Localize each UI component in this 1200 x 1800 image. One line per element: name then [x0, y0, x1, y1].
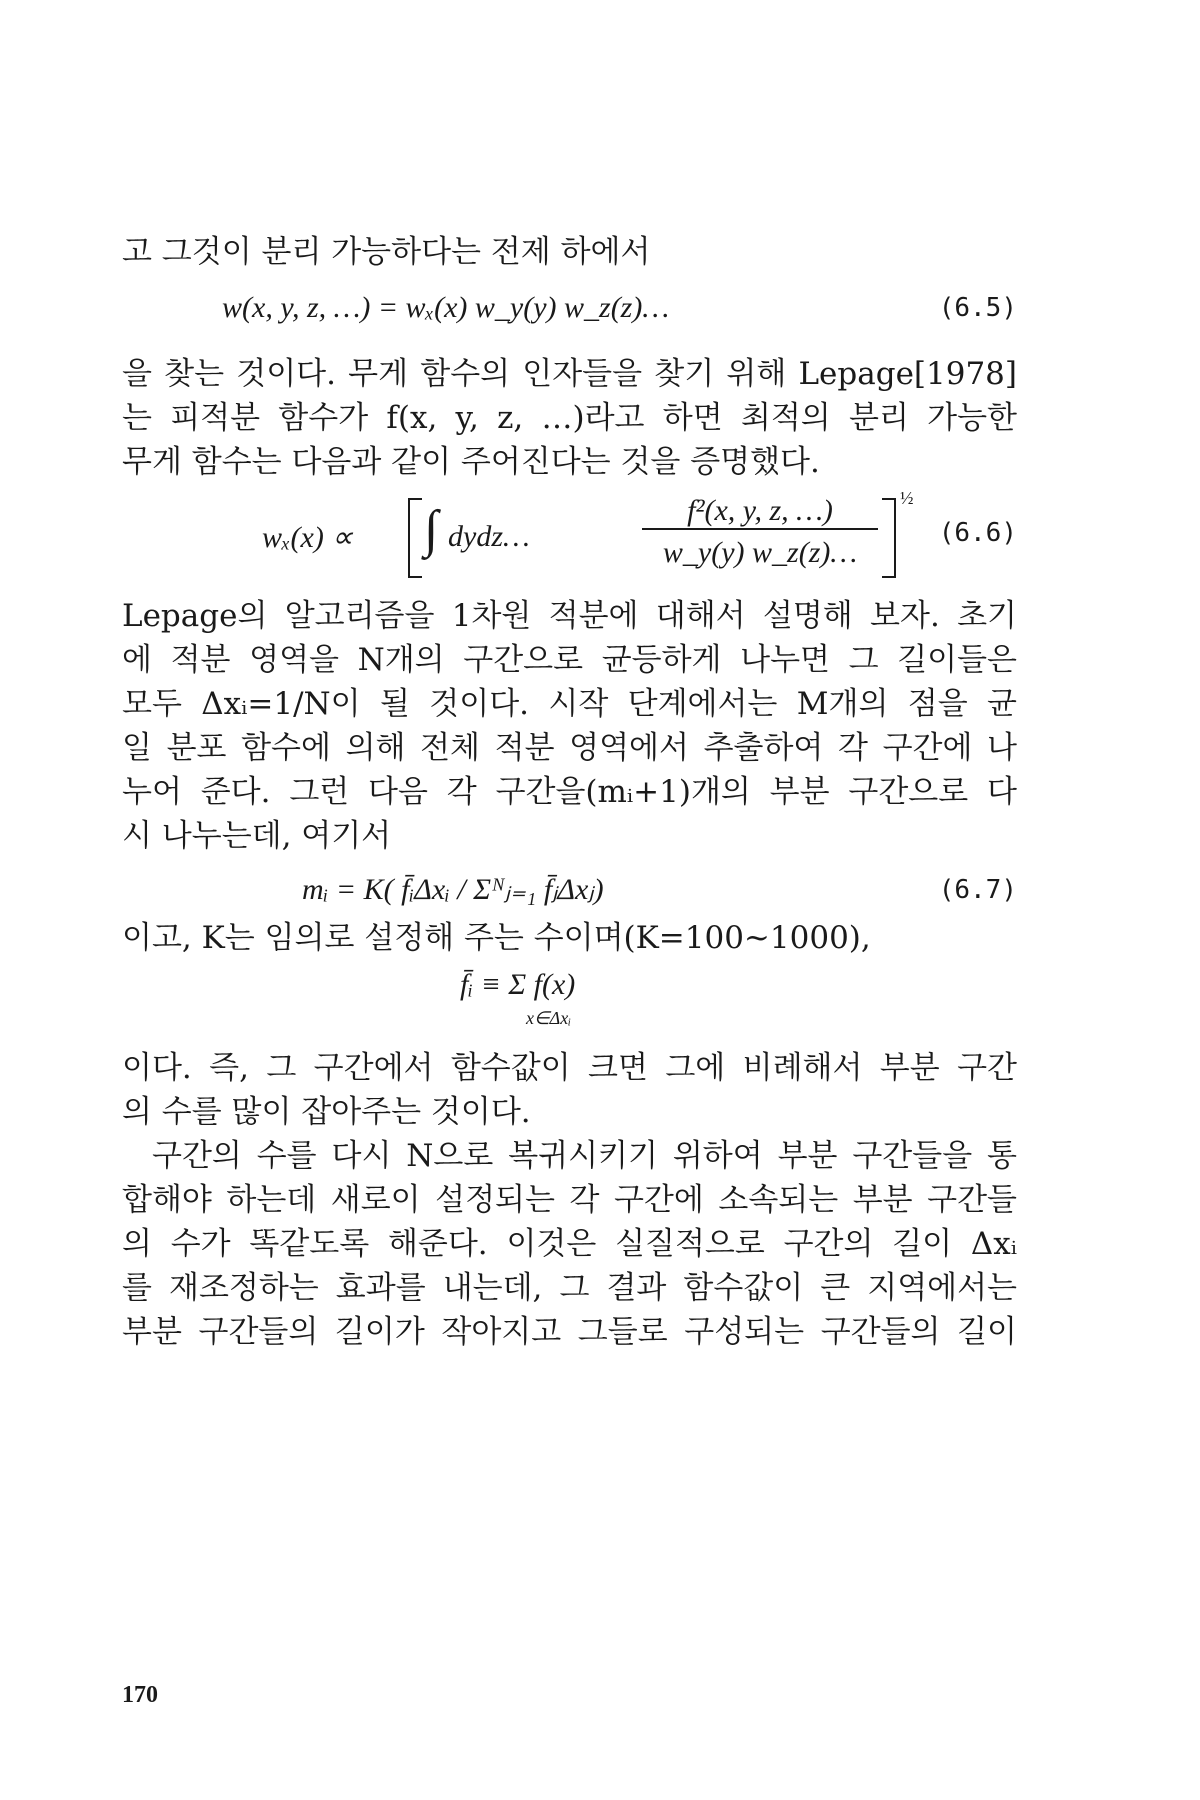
text-line: 구간의 수를 다시 N으로 복귀시키기 위하여 부분 구간들을 통 — [152, 1138, 1017, 1174]
equation-body: f̄ᵢ ≡ Σ f(x) — [460, 968, 576, 1001]
right-bracket — [882, 498, 896, 578]
text-line: 의 수를 많이 잡아주는 것이다. — [122, 1094, 531, 1130]
equation-body: w(x, y, z, …) = wₓ(x) w_y(y) w_z(z)… — [222, 291, 670, 324]
equation-number: (6.7) — [938, 875, 1017, 905]
text-line: 에 적분 영역을 N개의 구간으로 균등하게 나누면 그 길이들은 — [122, 642, 1017, 678]
text-line: 모두 Δxᵢ=1/N이 될 것이다. 시작 단계에서는 M개의 점을 균 — [122, 686, 1017, 722]
equation-body: mᵢ = K( f̄ᵢΔxᵢ / Σᴺⱼ₌₁ f̄ⱼΔxⱼ) — [302, 873, 604, 906]
text-line: 합해야 하는데 새로이 설정되는 각 구간에 소속되는 부분 구간들 — [122, 1182, 1017, 1218]
text-line: 을 찾는 것이다. 무게 함수의 인자들을 찾기 위해 Lepage[1978] — [122, 356, 1017, 392]
equation-6-5 — [122, 286, 1017, 330]
integrand-differentials: dydz… — [448, 520, 530, 553]
fraction-numerator: f²(x, y, z, …) — [642, 494, 878, 530]
equation-lhs: wₓ(x) ∝ — [262, 521, 353, 554]
text-line: 이고, K는 임의로 설정해 주는 수이며(K=100~1000), — [122, 920, 871, 956]
exponent: ½ — [900, 488, 914, 508]
equation-number: (6.5) — [938, 293, 1017, 323]
text-line: 일 분포 함수에 의해 전체 적분 영역에서 추출하여 각 구간에 나 — [122, 730, 1017, 766]
fraction-denominator: w_y(y) w_z(z)… — [662, 536, 858, 569]
text-line: 시 나누는데, 여기서 — [122, 818, 392, 854]
equation-6-6 — [122, 488, 1017, 582]
text-line: 고 그것이 분리 가능하다는 전제 하에서 — [122, 234, 651, 270]
page-number: 170 — [122, 1682, 158, 1708]
equation-number: (6.6) — [938, 518, 1017, 548]
text-line: 누어 준다. 그런 다음 각 구간을(mᵢ+1)개의 부분 구간으로 다 — [122, 774, 1017, 810]
summation-index: x∈Δxᵢ — [526, 1008, 572, 1028]
text-line: 를 재조정하는 효과를 내는데, 그 결과 함수값이 큰 지역에서는 — [122, 1270, 1017, 1306]
text-line: 부분 구간들의 길이가 작아지고 그들로 구성되는 구간들의 길이 — [122, 1314, 1017, 1350]
text-line: 무게 함수는 다음과 같이 주어진다는 것을 증명했다. — [122, 444, 820, 480]
text-line: 이다. 즉, 그 구간에서 함수값이 크면 그에 비례해서 부분 구간 — [122, 1050, 1017, 1086]
text-line: Lepage의 알고리즘을 1차원 적분에 대해서 설명해 보자. 초기 — [122, 598, 1017, 634]
equation-6-7 — [122, 868, 1017, 912]
text-line: 의 수가 똑같도록 해준다. 이것은 실질적으로 구간의 길이 Δxᵢ — [122, 1226, 1017, 1262]
equation-fi-definition — [460, 968, 760, 1042]
text-line: 는 피적분 함수가 f(x, y, z, …)라고 하면 최적의 분리 가능한 — [122, 400, 1017, 436]
integral-sign: ∫ — [424, 501, 439, 558]
left-bracket — [408, 498, 422, 578]
